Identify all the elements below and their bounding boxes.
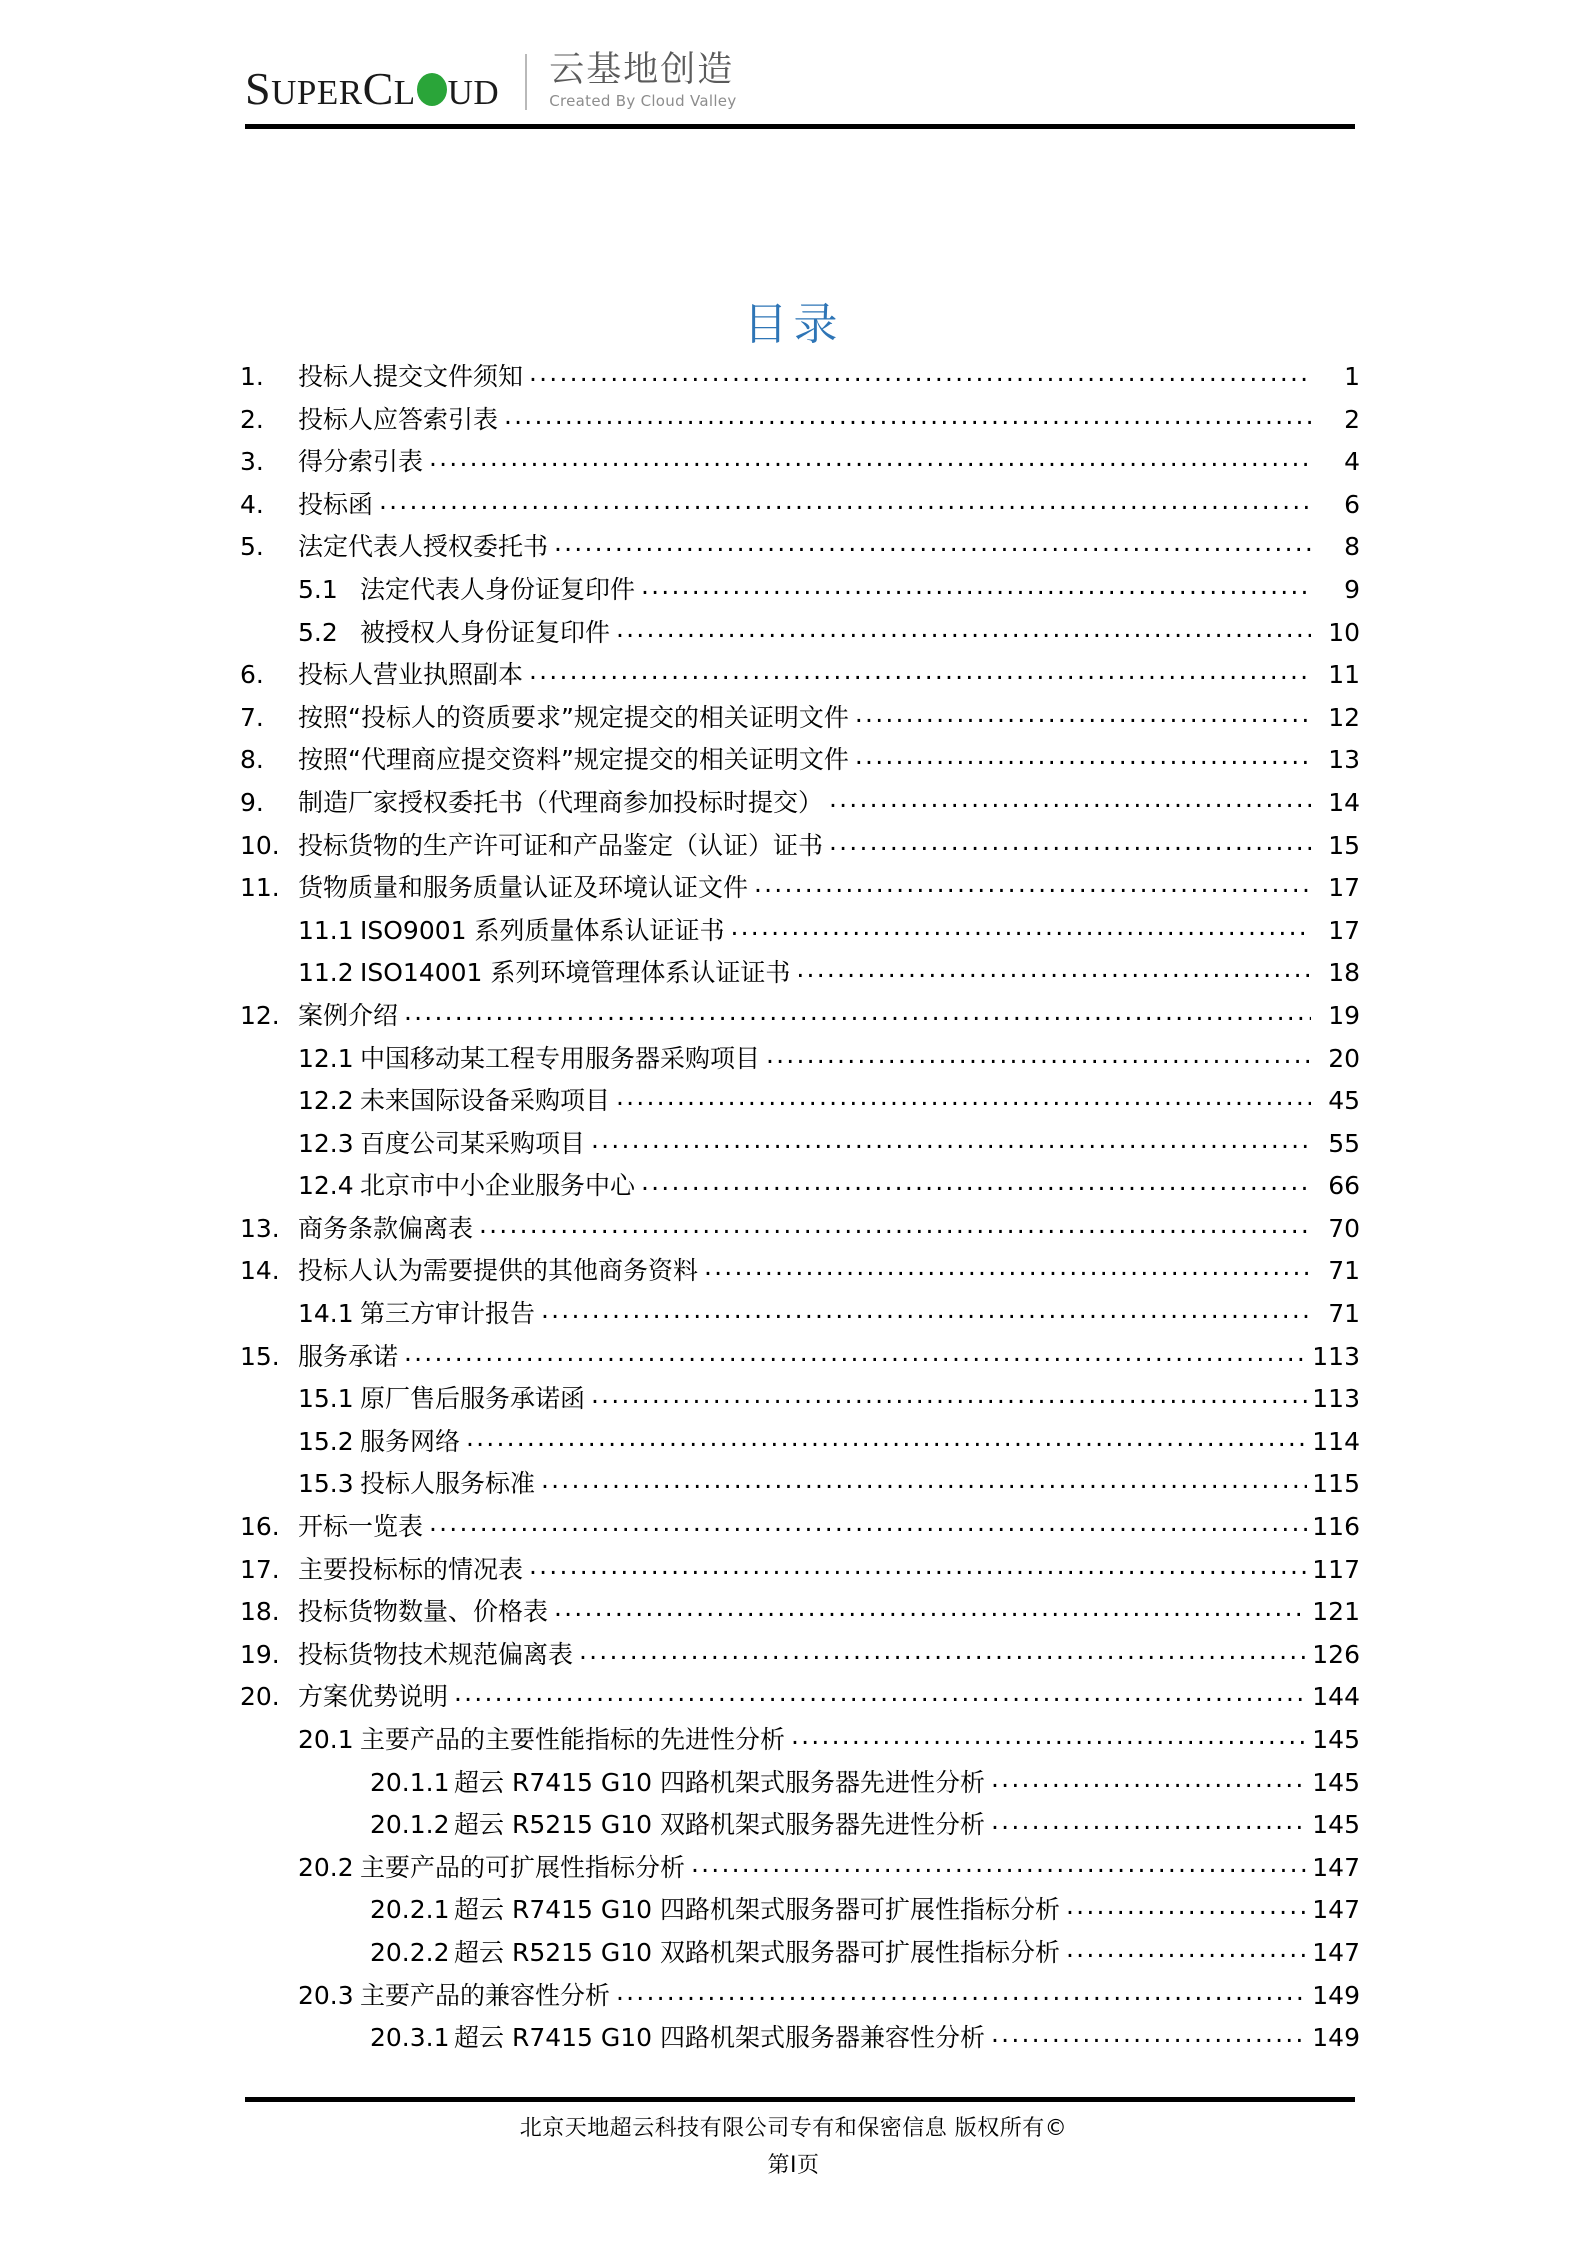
toc-entry-number: 18. — [240, 1597, 280, 1627]
toc-entry[interactable] — [240, 829, 1360, 872]
table-of-contents — [240, 360, 1360, 2064]
footer-confidentiality-notice: 北京天地超云科技有限公司专有和保密信息 版权所有© — [519, 2116, 1068, 2141]
footer-rule — [245, 2097, 1355, 2102]
toc-entry[interactable] — [240, 403, 1360, 446]
toc-entry-page-number: 145 — [1312, 1725, 1360, 1754]
toc-entry-number: 11.1 — [298, 915, 354, 945]
supercloud-wordmark: S UPER C L UD — [245, 63, 500, 114]
logo-chinese-block — [549, 52, 736, 112]
toc-leader-dots — [529, 360, 1311, 385]
toc-entry[interactable] — [240, 445, 1360, 488]
toc-entry[interactable] — [240, 1382, 1360, 1425]
toc-leader-dots — [641, 573, 1311, 598]
toc-entry[interactable] — [240, 871, 1360, 914]
toc-entry[interactable] — [240, 1467, 1360, 1510]
toc-entry-label: 方案优势说明 — [298, 1682, 449, 1712]
toc-leader-dots — [829, 786, 1311, 811]
toc-entry-label: 投标货物技术规范偏离表 — [298, 1639, 574, 1669]
toc-leader-dots — [404, 1340, 1307, 1365]
toc-entry[interactable] — [240, 1169, 1360, 1212]
toc-entry-number: 10. — [240, 830, 280, 860]
toc-entry[interactable] — [240, 573, 1360, 616]
toc-entry-label: 主要投标标的情况表 — [298, 1554, 524, 1584]
toc-leader-dots — [404, 999, 1311, 1024]
toc-entry-label: 货物质量和服务质量认证及环境认证文件 — [298, 873, 749, 903]
toc-leader-dots — [616, 616, 1311, 641]
toc-entry-number: 12.3 — [298, 1128, 354, 1158]
logo-english-tagline: Created By Cloud Valley — [549, 92, 737, 110]
toc-entry[interactable] — [240, 616, 1360, 659]
toc-entry-page-number: 149 — [1312, 2023, 1360, 2053]
header-rule — [245, 124, 1355, 129]
toc-entry-label: 中国移动某工程专用服务器采购项目 — [360, 1043, 761, 1073]
toc-entry-number: 14.1 — [298, 1299, 354, 1329]
toc-entry[interactable] — [240, 1595, 1360, 1638]
toc-entry-page-number: 13 — [1328, 745, 1360, 775]
company-logo — [245, 48, 1355, 112]
toc-entry-page-number: 1 — [1344, 362, 1360, 391]
toc-leader-dots — [855, 701, 1311, 726]
toc-leader-dots — [529, 1553, 1307, 1578]
toc-entry[interactable] — [240, 1851, 1360, 1894]
toc-entry-number: 15.2 — [298, 1426, 354, 1456]
toc-entry-number: 16. — [240, 1512, 280, 1542]
toc-leader-dots — [591, 1382, 1307, 1407]
toc-entry-label: 投标货物数量、价格表 — [298, 1597, 549, 1627]
toc-leader-dots — [379, 488, 1311, 513]
toc-entry-label: 投标人认为需要提供的其他商务资料 — [298, 1256, 699, 1286]
toc-entry[interactable] — [240, 1723, 1360, 1766]
toc-entry-page-number: 15 — [1328, 830, 1360, 860]
toc-leader-dots — [454, 1680, 1307, 1705]
toc-entry-number: 12.2 — [298, 1086, 354, 1116]
toc-leader-dots — [796, 956, 1311, 981]
toc-entry-number: 4. — [240, 489, 264, 519]
toc-entry-label: 法定代表人授权委托书 — [298, 532, 549, 562]
toc-entry-page-number: 70 — [1328, 1213, 1360, 1243]
toc-entry-page-number: 17 — [1328, 873, 1360, 903]
toc-leader-dots — [541, 1297, 1311, 1322]
toc-entry-number: 19. — [240, 1639, 280, 1669]
toc-entry-page-number: 17 — [1328, 915, 1360, 945]
toc-entry-page-number: 145 — [1312, 1767, 1360, 1797]
toc-entry[interactable] — [240, 658, 1360, 701]
toc-leader-dots — [616, 1979, 1307, 2004]
toc-entry-page-number: 19 — [1328, 1000, 1360, 1030]
toc-entry-number: 14. — [240, 1256, 280, 1286]
toc-entry-page-number: 8 — [1344, 532, 1360, 562]
toc-entry-label: 被授权人身份证复印件 — [360, 617, 611, 647]
toc-entry-label: 未来国际设备采购项目 — [360, 1086, 611, 1116]
toc-entry-number: 7. — [240, 702, 264, 732]
toc-entry-number: 15.3 — [298, 1469, 354, 1499]
toc-entry-page-number: 71 — [1328, 1299, 1360, 1329]
logo-chinese-name: 云基地创造 — [549, 50, 735, 91]
toc-entry[interactable] — [240, 530, 1360, 573]
toc-entry[interactable] — [240, 1254, 1360, 1297]
toc-leader-dots — [754, 871, 1311, 896]
toc-entry-number: 12.4 — [298, 1171, 354, 1201]
toc-leader-dots — [991, 2021, 1307, 2046]
toc-leader-dots — [429, 1510, 1307, 1535]
toc-entry-number: 3. — [240, 447, 264, 477]
toc-entry-label: 服务承诺 — [298, 1341, 399, 1371]
toc-entry[interactable] — [240, 1638, 1360, 1681]
toc-leader-dots — [1066, 1893, 1307, 1918]
toc-leader-dots — [855, 743, 1311, 768]
toc-entry-number: 11.2 — [298, 958, 354, 988]
toc-entry-page-number: 10 — [1328, 617, 1360, 647]
toc-entry-label: 开标一览表 — [298, 1512, 424, 1542]
toc-entry-page-number: 45 — [1328, 1086, 1360, 1116]
toc-entry-number: 20.3 — [298, 1980, 354, 2010]
toc-leader-dots — [731, 914, 1312, 939]
page-header — [245, 48, 1355, 132]
toc-entry-label: 案例介绍 — [298, 1000, 399, 1030]
toc-leader-dots — [529, 658, 1311, 683]
toc-entry-page-number: 9 — [1344, 574, 1360, 604]
toc-entry-number: 15. — [240, 1341, 280, 1371]
toc-entry-page-number: 12 — [1328, 702, 1360, 732]
toc-entry-page-number: 115 — [1312, 1469, 1360, 1499]
toc-leader-dots — [429, 445, 1311, 470]
toc-leader-dots — [466, 1425, 1307, 1450]
toc-entry-number: 2. — [240, 404, 264, 434]
toc-entry-number: 15.1 — [298, 1384, 354, 1414]
toc-leader-dots — [641, 1169, 1311, 1194]
toc-entry-number: 5.1 — [298, 574, 338, 604]
toc-entry-label: 投标货物的生产许可证和产品鉴定（认证）证书 — [298, 830, 824, 860]
toc-entry-label: 主要产品的兼容性分析 — [360, 1980, 611, 2010]
toc-entry-label: 投标人服务标准 — [360, 1469, 536, 1499]
toc-entry[interactable] — [240, 1297, 1360, 1340]
toc-entry-number: 20.2.1 — [370, 1895, 450, 1925]
toc-entry-page-number: 71 — [1328, 1256, 1360, 1286]
toc-entry[interactable] — [240, 1766, 1360, 1809]
toc-leader-dots — [554, 1595, 1307, 1620]
toc-entry-number: 12. — [240, 1000, 280, 1030]
toc-entry-page-number: 6 — [1344, 489, 1360, 519]
toc-entry-number: 20.1.2 — [370, 1810, 450, 1840]
toc-entry-label: 商务条款偏离表 — [298, 1213, 474, 1243]
toc-leader-dots — [504, 403, 1311, 428]
toc-entry-page-number: 18 — [1328, 958, 1360, 988]
toc-entry-number: 20.1.1 — [370, 1767, 450, 1797]
toc-entry-label: 超云 R5215 G10 双路机架式服务器可扩展性指标分析 — [454, 1937, 1061, 1967]
toc-entry[interactable] — [240, 1808, 1360, 1851]
toc-entry[interactable] — [240, 956, 1360, 999]
toc-entry-number: 9. — [240, 787, 264, 817]
toc-entry[interactable] — [240, 1979, 1360, 2022]
toc-entry-label: 超云 R7415 G10 四路机架式服务器兼容性分析 — [454, 2023, 986, 2053]
toc-leader-dots — [554, 530, 1311, 555]
logo-divider — [525, 54, 527, 110]
toc-entry[interactable] — [240, 786, 1360, 829]
toc-entry-page-number: 147 — [1312, 1895, 1360, 1925]
toc-leader-dots — [691, 1851, 1307, 1876]
toc-entry[interactable] — [240, 1084, 1360, 1127]
toc-entry-number: 1. — [240, 362, 264, 391]
toc-leader-dots — [616, 1084, 1311, 1109]
toc-entry-page-number: 14 — [1328, 787, 1360, 817]
toc-entry-page-number: 11 — [1328, 660, 1360, 690]
toc-entry-page-number: 4 — [1344, 447, 1360, 477]
toc-entry-number: 20.3.1 — [370, 2023, 450, 2053]
toc-leader-dots — [579, 1638, 1307, 1663]
toc-entry-label: 投标函 — [298, 489, 374, 519]
page-title: 目录 — [743, 299, 844, 350]
toc-entry-number: 20.1 — [298, 1725, 354, 1754]
toc-entry-page-number: 114 — [1312, 1426, 1360, 1456]
toc-entry-page-number: 126 — [1312, 1639, 1360, 1669]
toc-leader-dots — [766, 1042, 1311, 1067]
toc-entry-label: 法定代表人身份证复印件 — [360, 574, 636, 604]
toc-entry-label: 超云 R7415 G10 四路机架式服务器先进性分析 — [454, 1767, 986, 1797]
toc-entry-label: 第三方审计报告 — [360, 1299, 536, 1329]
toc-entry[interactable] — [240, 2021, 1360, 2064]
toc-entry-number: 5. — [240, 532, 264, 562]
footer-page-number: 第I页 — [767, 2153, 820, 2179]
toc-entry-label: 主要产品的可扩展性指标分析 — [360, 1852, 686, 1882]
toc-leader-dots — [591, 1127, 1311, 1152]
toc-leader-dots — [829, 829, 1311, 854]
toc-leader-dots — [704, 1254, 1311, 1279]
toc-entry[interactable] — [240, 999, 1360, 1042]
toc-entry[interactable] — [240, 743, 1360, 786]
toc-entry-page-number: 147 — [1312, 1852, 1360, 1882]
toc-entry-page-number: 66 — [1328, 1171, 1360, 1201]
toc-entry[interactable] — [240, 1553, 1360, 1596]
toc-entry-page-number: 145 — [1312, 1810, 1360, 1840]
toc-entry-label: 超云 R5215 G10 双路机架式服务器先进性分析 — [454, 1810, 986, 1840]
toc-entry[interactable] — [240, 360, 1360, 403]
toc-entry-page-number: 147 — [1312, 1937, 1360, 1967]
toc-entry-number: 8. — [240, 745, 264, 775]
toc-entry-label: 百度公司某采购项目 — [360, 1128, 586, 1158]
toc-entry-number: 20.2.2 — [370, 1937, 450, 1967]
toc-entry-label: 北京市中小企业服务中心 — [360, 1171, 636, 1201]
toc-entry-label: 服务网络 — [360, 1426, 461, 1456]
toc-entry-page-number: 113 — [1312, 1341, 1360, 1371]
toc-entry[interactable] — [240, 1680, 1360, 1723]
toc-entry-page-number: 55 — [1328, 1128, 1360, 1158]
toc-entry-label: 制造厂家授权委托书（代理商参加投标时提交） — [298, 787, 824, 817]
toc-entry-label: 按照“代理商应提交资料”规定提交的相关证明文件 — [298, 745, 849, 775]
green-cloud-dot-icon — [417, 73, 447, 106]
toc-entry[interactable] — [240, 1127, 1360, 1170]
toc-entry-number: 20. — [240, 1682, 280, 1712]
page-footer — [0, 2110, 1587, 2185]
toc-entry-number: 12.1 — [298, 1043, 354, 1073]
toc-entry-number: 11. — [240, 873, 280, 903]
toc-entry-number: 6. — [240, 660, 264, 690]
toc-entry-label: 按照“投标人的资质要求”规定提交的相关证明文件 — [298, 702, 849, 732]
toc-entry-label: 得分索引表 — [298, 447, 424, 477]
toc-leader-dots — [991, 1808, 1307, 1833]
toc-entry-page-number: 2 — [1344, 404, 1360, 434]
toc-entry[interactable] — [240, 1042, 1360, 1085]
toc-entry-number: 13. — [240, 1213, 280, 1243]
toc-entry-label: ISO9001 系列质量体系认证证书 — [360, 915, 725, 945]
toc-entry-label: 超云 R7415 G10 四路机架式服务器可扩展性指标分析 — [454, 1895, 1061, 1925]
toc-entry[interactable] — [240, 1340, 1360, 1383]
toc-leader-dots — [541, 1467, 1307, 1492]
toc-entry-page-number: 149 — [1312, 1980, 1360, 2010]
toc-entry[interactable] — [240, 1893, 1360, 1936]
toc-entry-label: 投标人营业执照副本 — [298, 660, 524, 690]
toc-leader-dots — [479, 1212, 1311, 1237]
toc-entry-page-number: 121 — [1312, 1597, 1360, 1627]
toc-entry[interactable] — [240, 1212, 1360, 1255]
toc-entry[interactable] — [240, 701, 1360, 744]
toc-entry-page-number: 116 — [1312, 1512, 1360, 1542]
toc-entry-page-number: 117 — [1312, 1554, 1360, 1584]
toc-entry-label: 主要产品的主要性能指标的先进性分析 — [360, 1725, 786, 1754]
toc-entry-number: 20.2 — [298, 1852, 354, 1882]
toc-entry[interactable] — [240, 1425, 1360, 1468]
toc-leader-dots — [991, 1766, 1307, 1791]
toc-entry-label: 原厂售后服务承诺函 — [360, 1384, 586, 1414]
toc-leader-dots — [791, 1723, 1307, 1748]
toc-entry-label: ISO14001 系列环境管理体系认证证书 — [360, 958, 791, 988]
toc-entry[interactable] — [240, 488, 1360, 531]
toc-entry-number: 17. — [240, 1554, 280, 1584]
toc-entry-page-number: 113 — [1312, 1384, 1360, 1414]
toc-entry[interactable] — [240, 1510, 1360, 1553]
toc-entry-page-number: 144 — [1312, 1682, 1360, 1712]
toc-entry-label: 投标人应答索引表 — [298, 404, 499, 434]
toc-entry[interactable] — [240, 1936, 1360, 1979]
toc-entry-number: 5.2 — [298, 617, 338, 647]
toc-entry[interactable] — [240, 914, 1360, 957]
toc-entry-page-number: 20 — [1328, 1043, 1360, 1073]
toc-leader-dots — [1066, 1936, 1307, 1961]
toc-entry-label: 投标人提交文件须知 — [298, 362, 524, 391]
